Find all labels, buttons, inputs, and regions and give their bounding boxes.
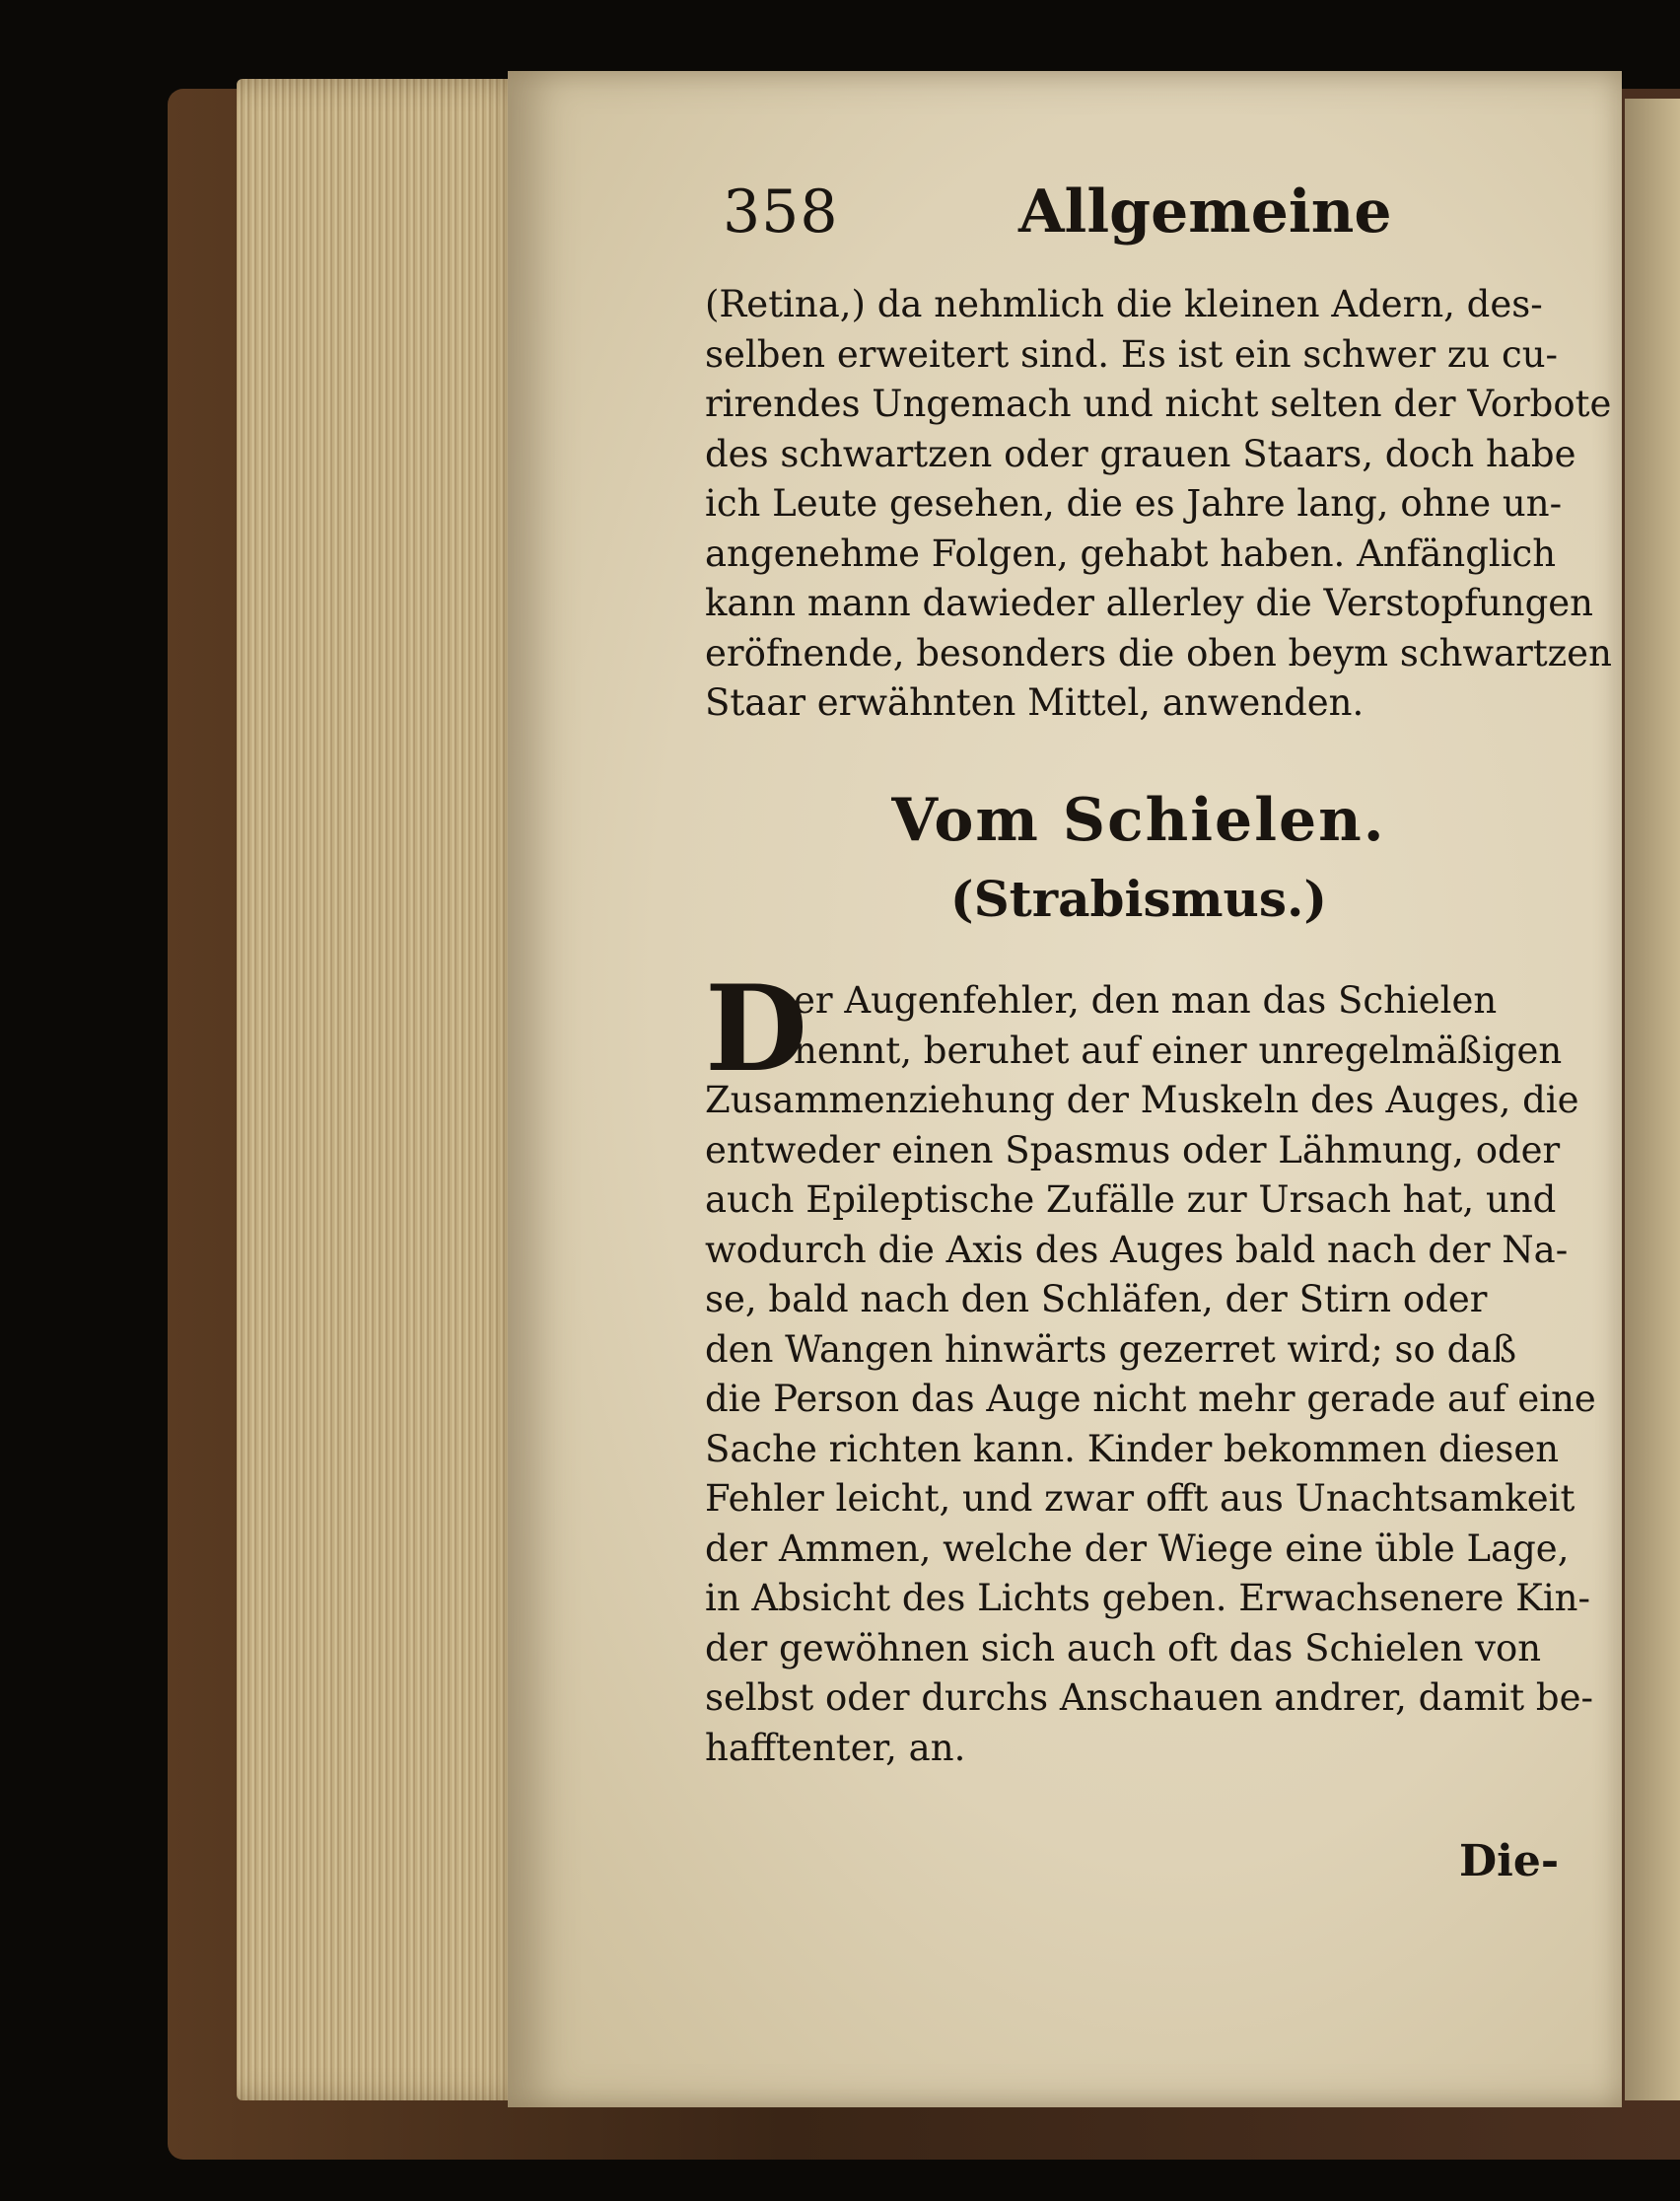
paragraph-2-indented (794, 976, 1573, 1076)
text-line: Fehler leicht, und zwar offt aus Unachtsamkeit (705, 1477, 1575, 1520)
text-line: er Augenfehler, den man das Schielen (794, 979, 1498, 1022)
section-title: Vom Schielen. (891, 786, 1386, 855)
text-line: angenehme Folgen, gehabt haben. Anfänglich (705, 532, 1557, 575)
text-line: entweder einen Spasmus oder Lähmung, oder (705, 1128, 1561, 1172)
text-line: selbst oder durchs Anschauen andrer, damit be- (705, 1676, 1593, 1719)
paragraph-2 (705, 1076, 1596, 1773)
book-page (508, 71, 1622, 2107)
text-line: ich Leute gesehen, die es Jahre lang, ohne un- (705, 482, 1563, 525)
section-subtitle: (Strabismus.) (949, 870, 1328, 928)
facing-page-edge (1625, 99, 1680, 2100)
catchword: Die- (1459, 1836, 1560, 1886)
page-edges (237, 79, 532, 2100)
text-line: wodurch die Axis des Auges bald nach der Na- (705, 1228, 1569, 1271)
text-line: se, bald nach den Schläfen, der Stirn oder (705, 1278, 1488, 1320)
text-line: (Retina,) da nehmlich die kleinen Adern, des- (705, 283, 1543, 325)
text-line: selben erweitert sind. Es ist ein schwer zu cu- (705, 332, 1559, 376)
text-line: nennt, beruhet auf einer unregelmäßigen (794, 1029, 1563, 1072)
paragraph-1 (705, 280, 1612, 729)
text-line: hafftenter, an. (705, 1726, 966, 1769)
text-line: der gewöhnen sich auch oft das Schielen von (705, 1626, 1542, 1669)
running-head: Allgemeine (1018, 178, 1392, 247)
text-line: des schwartzen oder grauen Staars, doch habe (705, 432, 1576, 475)
page-header (723, 178, 1610, 266)
text-line: rirendes Ungemach und nicht selten der Vorbote (705, 383, 1612, 425)
text-line: die Person das Auge nicht mehr gerade auf eine (705, 1378, 1596, 1420)
text-line: in Absicht des Lichts geben. Erwachsenere Kin- (705, 1577, 1590, 1619)
text-line: eröfnende, besonders die oben beym schwartzen (705, 631, 1612, 674)
text-line: Sache richten kann. Kinder bekommen diesen (705, 1427, 1560, 1470)
text-line: der Ammen, welche der Wiege eine üble Lage, (705, 1526, 1570, 1570)
text-line: Staar erwähnten Mittel, anwenden. (705, 681, 1365, 724)
text-line: Zusammenziehung der Muskeln des Auges, die (705, 1079, 1579, 1121)
page-number: 358 (723, 178, 839, 247)
text-line: auch Epileptische Zufälle zur Ursach hat, und (705, 1178, 1557, 1221)
drop-cap: D (705, 959, 808, 1099)
text-line: kann mann dawieder allerley die Verstopfungen (705, 582, 1594, 624)
text-line: den Wangen hinwärts gezerret wird; so daß (705, 1327, 1517, 1371)
